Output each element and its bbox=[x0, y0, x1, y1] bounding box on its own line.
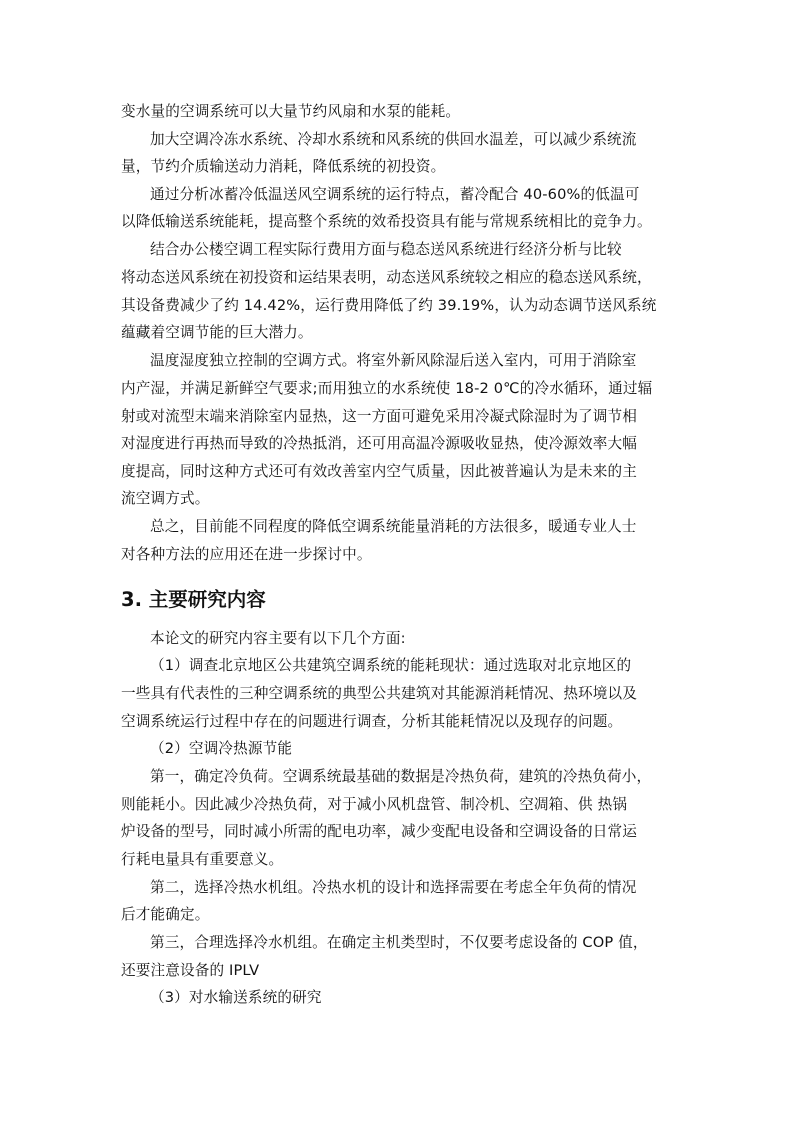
paragraph-line: 其设备费减少了约 14.42%，运行费用降低了约 39.19%，认为动态调节送风系统 bbox=[121, 297, 657, 314]
paragraph-line: 温度湿度独立控制的空调方式。将室外新风除湿后送入室内，可用于消除室 bbox=[150, 352, 637, 369]
paragraph-line: 量，节约介质输送动力消耗，降低系统的初投资。 bbox=[121, 158, 446, 175]
paragraph-line: 对湿度进行再热而导致的冷热抵消，还可用高温冷源吸收显热，使冷源效率大幅 bbox=[121, 435, 638, 452]
paragraph-line: 还要注意设备的 IPLV bbox=[121, 962, 260, 979]
paragraph-line: 内产湿，并满足新鲜空气要求;而用独立的水系统使 18-2 0℃的冷水循环，通过辐 bbox=[121, 380, 653, 397]
paragraph-line: 将动态送风系统在初投资和运结果表明，动态送风系统较之相应的稳态送风系统， bbox=[121, 269, 652, 286]
paragraph-line: （3）对水输送系统的研究 bbox=[150, 989, 322, 1006]
paragraph-line: 射或对流型末端来消除室内显热，这一方面可避免采用冷凝式除湿时为了调节相 bbox=[121, 408, 638, 425]
paragraph-line: （2）空调冷热源节能 bbox=[150, 740, 293, 757]
paragraph-line: 第二，选择冷热水机组。冷热水机的设计和选择需要在考虑全年负荷的情况 bbox=[150, 879, 637, 896]
paragraph-line: 蕴藏着空调节能的巨大潜力。 bbox=[121, 324, 313, 341]
paragraph-line: 第三，合理选择冷水机组。在确定主机类型时，不仅要考虑设备的 COP 值， bbox=[150, 934, 648, 951]
paragraph-line: 第一，确定冷负荷。空调系统最基础的数据是冷热负荷，建筑的冷热负荷小， bbox=[150, 768, 652, 785]
paragraph-line: 炉设备的型号，同时减小所需的配电功率，减少变配电设备和空调设备的日常运 bbox=[121, 823, 638, 840]
paragraph-line: 后才能确定。 bbox=[121, 906, 210, 923]
paragraph-line: 流空调方式。 bbox=[121, 490, 210, 507]
paragraph-line: 度提高，同时这种方式还可有效改善室内空气质量，因此被普遍认为是未来的主 bbox=[121, 463, 638, 480]
paragraph-line: 结合办公楼空调工程实际行费用方面与稳态送风系统进行经济分析与比较 bbox=[150, 241, 622, 258]
section-heading: 3. 主要研究内容 bbox=[121, 588, 266, 611]
paragraph-line: 行耗电量具有重要意义。 bbox=[121, 851, 284, 868]
paragraph-line: 一些具有代表性的三种空调系统的典型公共建筑对其能源消耗情况、热环境以及 bbox=[121, 685, 638, 702]
paragraph-line: 通过分析冰蓄冷低温送风空调系统的运行特点，蓄冷配合 40-60%的低温可 bbox=[150, 186, 640, 203]
paragraph-line: 对各种方法的应用还在进一步探讨中。 bbox=[121, 546, 372, 563]
paragraph-line: 则能耗小。因此减少冷热负荷，对于减小风机盘管、制冷机、空凋箱、供 热锅 bbox=[121, 796, 628, 813]
paragraph-line: 加大空调冷冻水系统、冷却水系统和风系统的供回水温差，可以减少系统流 bbox=[150, 131, 637, 148]
paragraph-line: 变水量的空调系统可以大量节约风扇和水泵的能耗。 bbox=[121, 103, 461, 120]
paragraph-line: 以降低输送系统能耗，提高整个系统的效希投资具有能与常规系统相比的竞争力。 bbox=[121, 213, 652, 230]
paragraph-line: 总之，目前能不同程度的降低空调系统能量消耗的方法很多，暖通专业人士 bbox=[150, 518, 637, 535]
paragraph-line: （1）调查北京地区公共建筑空调系统的能耗现状：通过选取对北京地区的 bbox=[150, 657, 632, 674]
paragraph-line: 本论文的研究内容主要有以下几个方面: bbox=[150, 630, 406, 647]
paragraph-line: 空调系统运行过程中存在的问题进行调查，分析其能耗情况以及现存的问题。 bbox=[121, 713, 623, 730]
